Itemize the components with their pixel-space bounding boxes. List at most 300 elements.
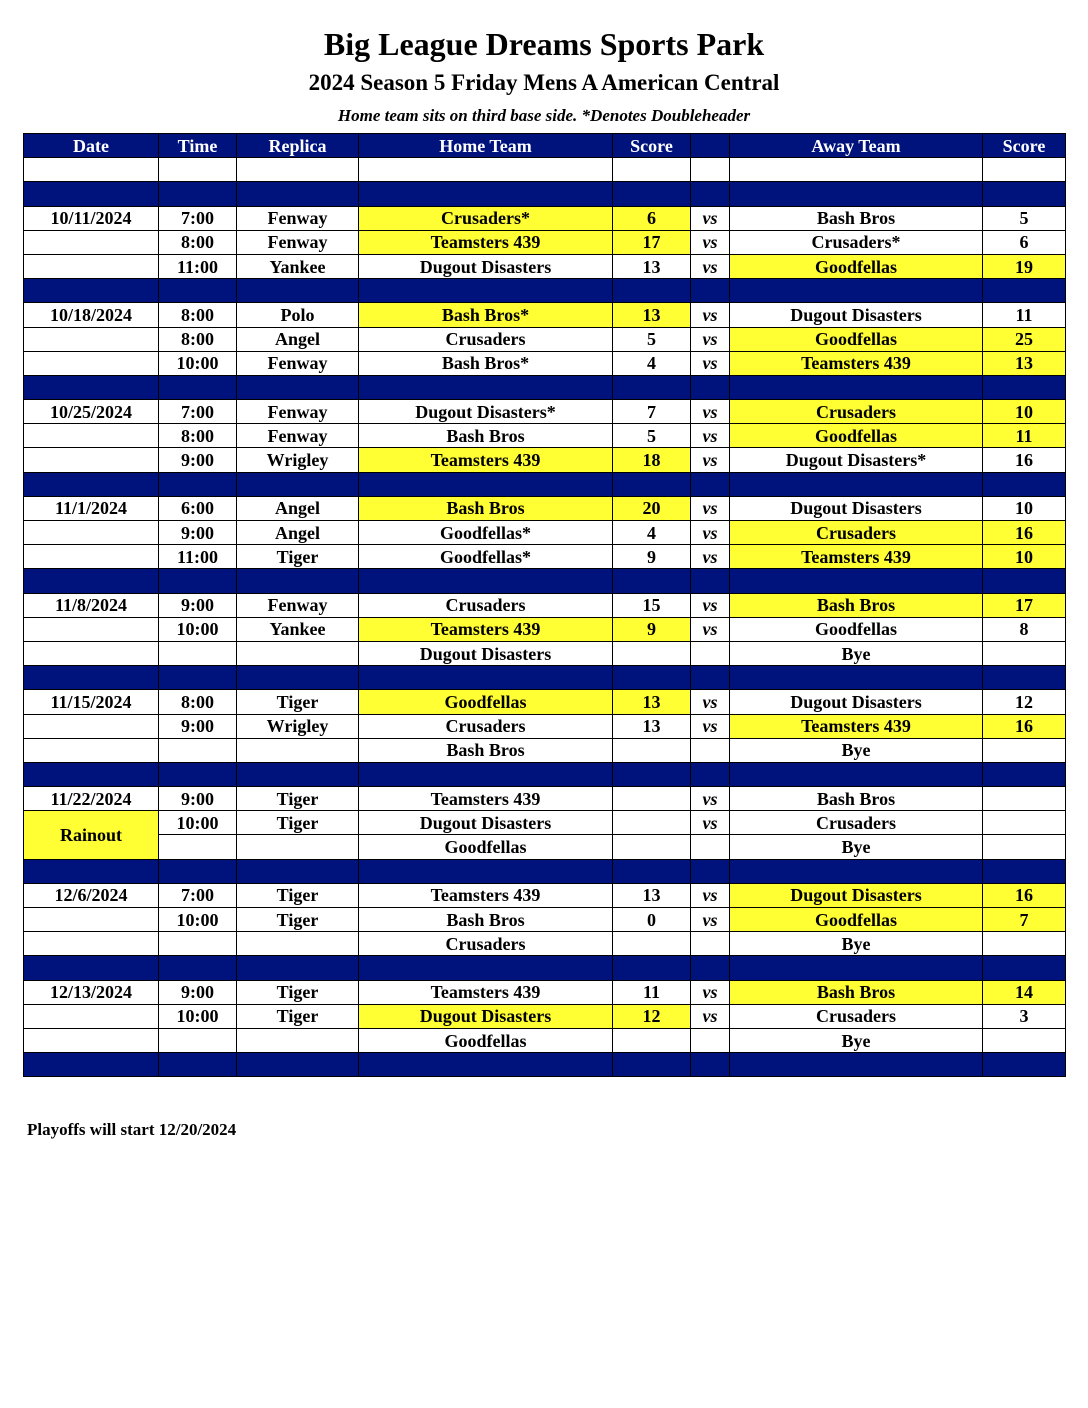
cell-away-score — [983, 641, 1066, 665]
empty-cell — [359, 158, 613, 182]
cell-home-team: Crusaders — [359, 714, 613, 738]
cell-home-team: Teamsters 439 — [359, 883, 613, 907]
empty-cell — [159, 956, 237, 980]
cell-home-score — [613, 641, 691, 665]
empty-cell — [983, 762, 1066, 786]
empty-cell — [691, 158, 730, 182]
cell-date — [24, 254, 159, 278]
empty-cell — [24, 182, 159, 206]
empty-cell — [237, 762, 359, 786]
cell-date — [24, 351, 159, 375]
cell-home-team: Crusaders — [359, 593, 613, 617]
cell-time: 6:00 — [159, 496, 237, 520]
cell-away-team: Crusaders — [730, 400, 983, 424]
empty-cell — [613, 158, 691, 182]
cell-home-team: Goodfellas* — [359, 521, 613, 545]
empty-cell — [159, 666, 237, 690]
cell-away-score — [983, 811, 1066, 835]
cell-time — [159, 932, 237, 956]
cell-away-team: Crusaders* — [730, 230, 983, 254]
empty-cell — [730, 158, 983, 182]
cell-home-score: 7 — [613, 400, 691, 424]
col-away-team: Away Team — [730, 134, 983, 158]
cell-replica: Fenway — [237, 206, 359, 230]
cell-home-team: Crusaders — [359, 932, 613, 956]
empty-cell — [359, 762, 613, 786]
cell-time: 9:00 — [159, 593, 237, 617]
cell-date — [24, 738, 159, 762]
cell-away-score: 7 — [983, 908, 1066, 932]
empty-cell — [730, 569, 983, 593]
cell-time: 10:00 — [159, 617, 237, 641]
empty-cell — [359, 182, 613, 206]
cell-away-team: Teamsters 439 — [730, 714, 983, 738]
table-row — [24, 448, 1066, 472]
cell-time — [159, 738, 237, 762]
cell-away-score — [983, 932, 1066, 956]
cell-replica — [237, 932, 359, 956]
cell-home-score: 4 — [613, 521, 691, 545]
cell-vs: vs — [691, 714, 730, 738]
cell-away-team: Crusaders — [730, 1004, 983, 1028]
cell-replica: Polo — [237, 303, 359, 327]
empty-cell — [237, 956, 359, 980]
empty-cell — [159, 569, 237, 593]
header-row — [24, 134, 1066, 158]
empty-cell — [613, 182, 691, 206]
cell-vs: vs — [691, 230, 730, 254]
empty-cell — [24, 1053, 159, 1077]
empty-cell — [237, 158, 359, 182]
cell-away-team: Goodfellas — [730, 327, 983, 351]
cell-date — [24, 230, 159, 254]
cell-date — [24, 932, 159, 956]
cell-home-score: 9 — [613, 545, 691, 569]
cell-replica: Fenway — [237, 400, 359, 424]
separator-band — [24, 762, 1066, 786]
cell-home-score: 13 — [613, 714, 691, 738]
empty-cell — [613, 762, 691, 786]
cell-home-team: Teamsters 439 — [359, 448, 613, 472]
empty-cell — [983, 375, 1066, 399]
empty-cell — [613, 859, 691, 883]
empty-cell — [983, 472, 1066, 496]
empty-cell — [613, 1053, 691, 1077]
cell-replica: Angel — [237, 496, 359, 520]
cell-replica: Tiger — [237, 787, 359, 811]
cell-vs: vs — [691, 400, 730, 424]
cell-time: 8:00 — [159, 424, 237, 448]
empty-cell — [24, 158, 159, 182]
cell-date — [24, 1028, 159, 1052]
cell-home-team: Goodfellas — [359, 690, 613, 714]
cell-time: 11:00 — [159, 545, 237, 569]
page-title: Big League Dreams Sports Park — [323, 26, 765, 62]
cell-away-score: 10 — [983, 545, 1066, 569]
cell-date — [24, 327, 159, 351]
empty-cell — [983, 158, 1066, 182]
cell-date: 11/1/2024 — [24, 496, 159, 520]
cell-vs: vs — [691, 351, 730, 375]
cell-away-score — [983, 738, 1066, 762]
cell-replica: Yankee — [237, 254, 359, 278]
cell-home-score: 13 — [613, 254, 691, 278]
cell-home-team: Goodfellas* — [359, 545, 613, 569]
empty-cell — [237, 472, 359, 496]
cell-away-team: Bye — [730, 835, 983, 859]
empty-cell — [730, 472, 983, 496]
cell-away-team: Bye — [730, 932, 983, 956]
cell-away-team: Bash Bros — [730, 980, 983, 1004]
cell-away-score: 14 — [983, 980, 1066, 1004]
empty-cell — [691, 956, 730, 980]
cell-vs: vs — [691, 617, 730, 641]
cell-replica — [237, 641, 359, 665]
cell-vs — [691, 738, 730, 762]
empty-cell — [237, 569, 359, 593]
cell-home-team: Bash Bros* — [359, 351, 613, 375]
empty-cell — [613, 569, 691, 593]
cell-vs: vs — [691, 424, 730, 448]
cell-home-team: Bash Bros — [359, 738, 613, 762]
cell-time — [159, 641, 237, 665]
table-row — [24, 690, 1066, 714]
cell-away-score: 16 — [983, 714, 1066, 738]
cell-time: 10:00 — [159, 908, 237, 932]
cell-replica: Tiger — [237, 1004, 359, 1028]
cell-home-team: Teamsters 439 — [359, 617, 613, 641]
cell-away-score: 19 — [983, 254, 1066, 278]
empty-cell — [983, 956, 1066, 980]
table-row — [24, 835, 1066, 859]
cell-home-team: Bash Bros — [359, 424, 613, 448]
cell-away-team: Bye — [730, 641, 983, 665]
cell-vs: vs — [691, 787, 730, 811]
empty-cell — [983, 859, 1066, 883]
cell-date: 12/6/2024 — [24, 883, 159, 907]
empty-cell — [730, 859, 983, 883]
cell-date — [24, 448, 159, 472]
cell-date: 10/11/2024 — [24, 206, 159, 230]
cell-vs: vs — [691, 206, 730, 230]
table-row — [24, 787, 1066, 811]
empty-cell — [691, 1053, 730, 1077]
empty-cell — [24, 472, 159, 496]
table-row — [24, 496, 1066, 520]
cell-home-score: 5 — [613, 327, 691, 351]
cell-date: 12/13/2024 — [24, 980, 159, 1004]
empty-cell — [691, 472, 730, 496]
empty-cell — [24, 569, 159, 593]
cell-time: 8:00 — [159, 690, 237, 714]
cell-away-score: 10 — [983, 496, 1066, 520]
table-row — [24, 593, 1066, 617]
cell-vs: vs — [691, 980, 730, 1004]
cell-home-score: 13 — [613, 883, 691, 907]
cell-replica — [237, 835, 359, 859]
cell-replica — [237, 1028, 359, 1052]
cell-away-team: Dugout Disasters — [730, 883, 983, 907]
empty-cell — [613, 956, 691, 980]
cell-away-team: Crusaders — [730, 521, 983, 545]
cell-time: 7:00 — [159, 400, 237, 424]
table-row — [24, 883, 1066, 907]
table-row — [24, 641, 1066, 665]
empty-cell — [159, 182, 237, 206]
empty-cell — [24, 956, 159, 980]
cell-vs: vs — [691, 1004, 730, 1028]
table-row — [24, 714, 1066, 738]
table-row — [24, 932, 1066, 956]
cell-time: 9:00 — [159, 980, 237, 1004]
cell-date — [24, 908, 159, 932]
cell-time: 9:00 — [159, 521, 237, 545]
empty-cell — [159, 762, 237, 786]
separator-band — [24, 1053, 1066, 1077]
empty-cell — [159, 279, 237, 303]
col-away-score: Score — [983, 134, 1066, 158]
cell-time: 8:00 — [159, 230, 237, 254]
cell-away-score — [983, 835, 1066, 859]
cell-date — [24, 641, 159, 665]
separator-band — [24, 569, 1066, 593]
empty-cell — [159, 472, 237, 496]
cell-home-score: 6 — [613, 206, 691, 230]
empty-cell — [691, 279, 730, 303]
cell-home-team: Bash Bros — [359, 908, 613, 932]
empty-cell — [613, 279, 691, 303]
cell-home-score: 4 — [613, 351, 691, 375]
cell-replica: Angel — [237, 327, 359, 351]
cell-time: 9:00 — [159, 448, 237, 472]
empty-cell — [237, 375, 359, 399]
cell-away-team: Dugout Disasters — [730, 303, 983, 327]
cell-away-score: 11 — [983, 303, 1066, 327]
cell-home-team: Dugout Disasters — [359, 254, 613, 278]
cell-vs: vs — [691, 908, 730, 932]
separator-band — [24, 956, 1066, 980]
empty-cell — [613, 375, 691, 399]
empty-cell — [237, 182, 359, 206]
cell-date — [24, 714, 159, 738]
table-row — [24, 351, 1066, 375]
empty-cell — [159, 158, 237, 182]
cell-date — [24, 521, 159, 545]
blank-row — [24, 158, 1066, 182]
cell-away-team: Goodfellas — [730, 908, 983, 932]
empty-cell — [983, 279, 1066, 303]
cell-home-score: 5 — [613, 424, 691, 448]
cell-away-team: Dugout Disasters — [730, 496, 983, 520]
empty-cell — [691, 666, 730, 690]
cell-away-score: 17 — [983, 593, 1066, 617]
cell-date: 11/15/2024 — [24, 690, 159, 714]
empty-cell — [237, 1053, 359, 1077]
empty-cell — [237, 666, 359, 690]
cell-time — [159, 1028, 237, 1052]
cell-date — [24, 424, 159, 448]
cell-replica: Yankee — [237, 617, 359, 641]
cell-away-team: Dugout Disasters* — [730, 448, 983, 472]
cell-time: 7:00 — [159, 206, 237, 230]
cell-vs: vs — [691, 883, 730, 907]
separator-band — [24, 375, 1066, 399]
empty-cell — [730, 182, 983, 206]
empty-cell — [730, 375, 983, 399]
table-row — [24, 1004, 1066, 1028]
empty-cell — [359, 666, 613, 690]
cell-date: 10/18/2024 — [24, 303, 159, 327]
cell-away-team: Bash Bros — [730, 593, 983, 617]
empty-cell — [983, 666, 1066, 690]
cell-home-score — [613, 787, 691, 811]
cell-replica: Tiger — [237, 980, 359, 1004]
cell-vs — [691, 1028, 730, 1052]
cell-home-team: Dugout Disasters — [359, 641, 613, 665]
cell-home-score: 17 — [613, 230, 691, 254]
cell-home-team: Crusaders* — [359, 206, 613, 230]
playoffs-note: Playoffs will start 12/20/2024 — [27, 1120, 237, 1139]
cell-away-score — [983, 1028, 1066, 1052]
cell-home-team: Dugout Disasters — [359, 1004, 613, 1028]
cell-home-team: Goodfellas — [359, 835, 613, 859]
cell-home-team: Bash Bros* — [359, 303, 613, 327]
empty-cell — [730, 666, 983, 690]
empty-cell — [691, 375, 730, 399]
col-replica: Replica — [237, 134, 359, 158]
cell-date: 11/8/2024 — [24, 593, 159, 617]
cell-home-score: 20 — [613, 496, 691, 520]
separator-band — [24, 666, 1066, 690]
empty-cell — [359, 956, 613, 980]
empty-cell — [24, 762, 159, 786]
empty-cell — [730, 279, 983, 303]
empty-cell — [159, 1053, 237, 1077]
empty-cell — [359, 472, 613, 496]
cell-time: 11:00 — [159, 254, 237, 278]
empty-cell — [983, 182, 1066, 206]
cell-replica: Tiger — [237, 690, 359, 714]
cell-home-score: 13 — [613, 303, 691, 327]
empty-cell — [24, 279, 159, 303]
cell-away-score: 16 — [983, 883, 1066, 907]
table-row — [24, 206, 1066, 230]
empty-cell — [691, 859, 730, 883]
empty-cell — [237, 859, 359, 883]
empty-cell — [24, 666, 159, 690]
cell-date: 11/22/2024 — [24, 787, 159, 811]
empty-cell — [24, 859, 159, 883]
cell-time: 10:00 — [159, 811, 237, 835]
cell-time: 10:00 — [159, 351, 237, 375]
cell-time: 8:00 — [159, 303, 237, 327]
empty-cell — [691, 569, 730, 593]
empty-cell — [730, 762, 983, 786]
cell-home-team: Dugout Disasters — [359, 811, 613, 835]
table-row — [24, 1028, 1066, 1052]
cell-vs: vs — [691, 496, 730, 520]
empty-cell — [359, 859, 613, 883]
empty-cell — [730, 956, 983, 980]
empty-cell — [159, 859, 237, 883]
table-row — [24, 424, 1066, 448]
schedule-body — [24, 158, 1066, 1077]
table-row — [24, 980, 1066, 1004]
cell-away-score: 5 — [983, 206, 1066, 230]
separator-band — [24, 279, 1066, 303]
empty-cell — [159, 375, 237, 399]
cell-home-score: 11 — [613, 980, 691, 1004]
cell-vs: vs — [691, 545, 730, 569]
cell-vs: vs — [691, 593, 730, 617]
cell-date — [24, 545, 159, 569]
cell-replica: Fenway — [237, 593, 359, 617]
schedule-note: Home team sits on third base side. *Denotes Doubleheader — [337, 106, 751, 125]
cell-vs: vs — [691, 521, 730, 545]
cell-home-score — [613, 811, 691, 835]
cell-vs — [691, 641, 730, 665]
empty-cell — [691, 182, 730, 206]
cell-replica: Fenway — [237, 230, 359, 254]
cell-home-score: 18 — [613, 448, 691, 472]
col-date: Date — [24, 134, 159, 158]
cell-vs: vs — [691, 690, 730, 714]
col-time: Time — [159, 134, 237, 158]
cell-away-team: Goodfellas — [730, 424, 983, 448]
table-row — [24, 400, 1066, 424]
cell-time: 8:00 — [159, 327, 237, 351]
cell-time: 7:00 — [159, 883, 237, 907]
cell-away-score: 12 — [983, 690, 1066, 714]
cell-away-score: 16 — [983, 521, 1066, 545]
cell-replica — [237, 738, 359, 762]
cell-home-score: 12 — [613, 1004, 691, 1028]
cell-vs: vs — [691, 254, 730, 278]
cell-vs: vs — [691, 303, 730, 327]
empty-cell — [359, 279, 613, 303]
cell-vs: vs — [691, 811, 730, 835]
cell-time: 9:00 — [159, 714, 237, 738]
cell-vs: vs — [691, 327, 730, 351]
table-row — [24, 303, 1066, 327]
cell-replica: Wrigley — [237, 448, 359, 472]
cell-home-score — [613, 835, 691, 859]
empty-cell — [359, 569, 613, 593]
cell-date — [24, 1004, 159, 1028]
table-row — [24, 254, 1066, 278]
table-row — [24, 811, 1066, 835]
table-row — [24, 230, 1066, 254]
cell-home-team: Crusaders — [359, 327, 613, 351]
page-subtitle: 2024 Season 5 Friday Mens A American Central — [308, 70, 780, 95]
col-vs — [691, 134, 730, 158]
cell-away-team: Bye — [730, 1028, 983, 1052]
table-row — [24, 521, 1066, 545]
cell-away-score: 8 — [983, 617, 1066, 641]
cell-away-team: Bye — [730, 738, 983, 762]
empty-cell — [359, 375, 613, 399]
empty-cell — [24, 375, 159, 399]
table-row — [24, 908, 1066, 932]
separator-band — [24, 859, 1066, 883]
cell-home-score — [613, 1028, 691, 1052]
col-home-score: Score — [613, 134, 691, 158]
empty-cell — [983, 569, 1066, 593]
cell-away-score: 11 — [983, 424, 1066, 448]
cell-date — [24, 617, 159, 641]
cell-home-score: 15 — [613, 593, 691, 617]
cell-time: 10:00 — [159, 1004, 237, 1028]
